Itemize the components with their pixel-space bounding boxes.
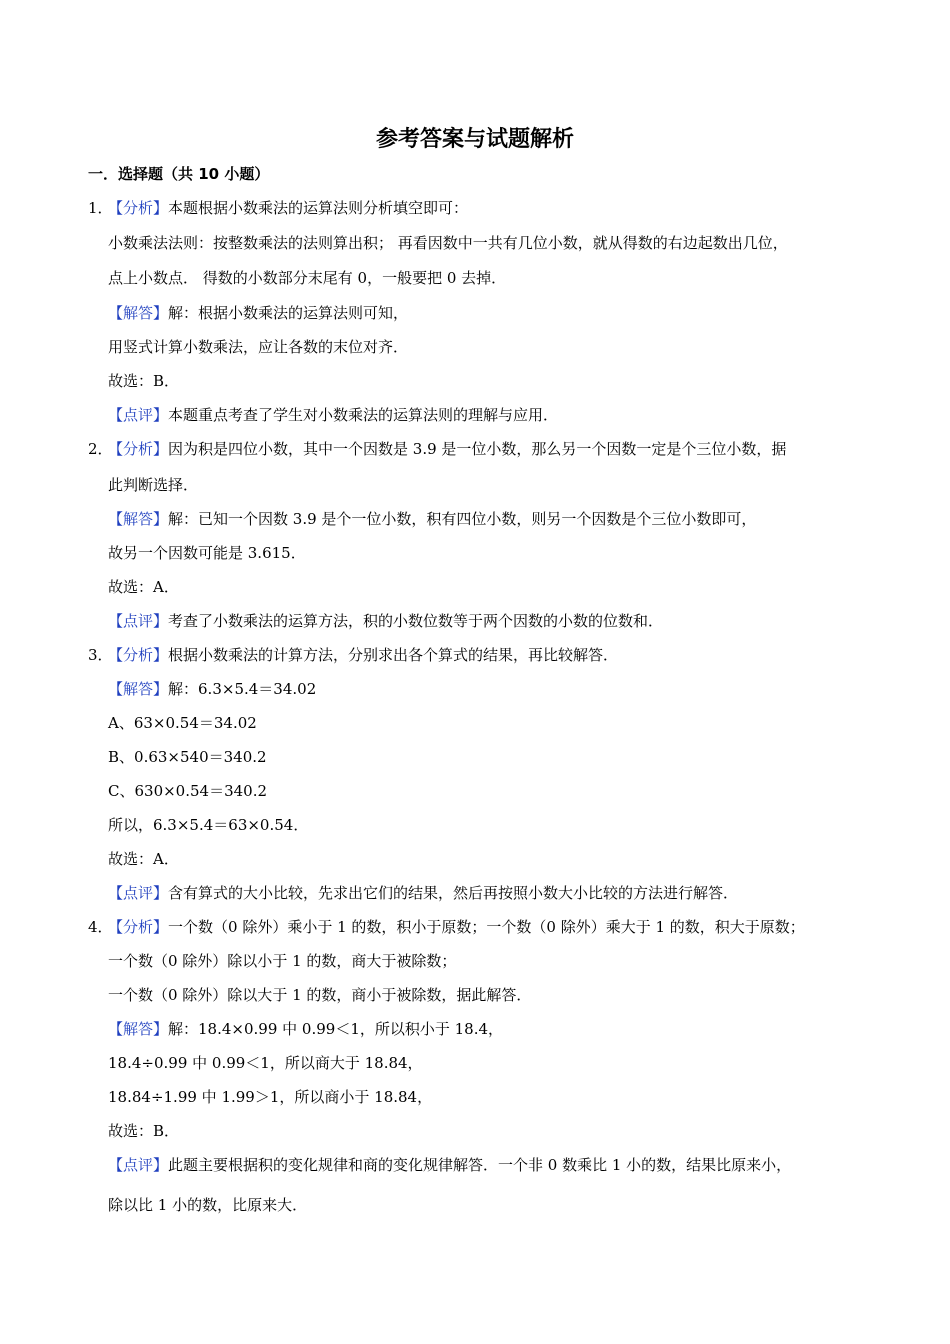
q2-solution-line: 故另一个因数可能是 3.615． (108, 544, 306, 562)
q3-option-b: B、0.63×540＝340.2 (108, 748, 267, 766)
analysis-tag: 【分析】 (108, 918, 169, 936)
q3-option-a: A、63×0.54＝34.02 (108, 714, 257, 732)
q3-answer: 故选：A． (108, 850, 179, 868)
q1-answer: 故选：B． (108, 372, 180, 390)
comment-tag: 【点评】 (108, 406, 169, 424)
q1-solution: 【解答】解：根据小数乘法的运算法则可知， (108, 304, 409, 322)
q1-analysis-line: 点上小数点． 得数的小数部分末尾有 0，一般要把 0 去掉． (108, 269, 507, 287)
q3-conclusion: 所以，6.3×5.4＝63×0.54． (108, 816, 309, 834)
q2-answer: 故选：A． (108, 578, 179, 596)
comment-tag: 【点评】 (108, 612, 169, 630)
q1-number: 1． (88, 199, 113, 217)
q2-solution: 【解答】解：已知一个因数 3.9 是个一位小数，积有四位小数，则另一个因数是个三位小数即可， (108, 510, 757, 528)
q3-comment: 【点评】含有算式的大小比较，先求出它们的结果，然后再按照小数大小比较的方法进行解答． (108, 884, 739, 902)
solution-tag: 【解答】 (108, 510, 169, 528)
section-heading: 一．选择题（共 10 小题） (88, 165, 270, 183)
q4-analysis-line: 一个数（0 除外）除以小于 1 的数，商大于被除数； (108, 952, 457, 970)
comment-tag: 【点评】 (108, 884, 169, 902)
q4-comment-line: 除以比 1 小的数，比原来大． (108, 1196, 308, 1214)
q3-solution: 【解答】解：6.3×5.4＝34.02 (108, 680, 317, 698)
q4-comment: 【点评】此题主要根据积的变化规律和商的变化规律解答．一个非 0 数乘比 1 小的数，结果比原来小， (108, 1156, 792, 1174)
solution-tag: 【解答】 (108, 1020, 169, 1038)
q2-number: 2． (88, 440, 113, 458)
analysis-tag: 【分析】 (108, 646, 169, 664)
q4-analysis: 4．【分析】一个数（0 除外）乘小于 1 的数，积小于原数；一个数（0 除外）乘大于 1 的数，积大于原数； (88, 918, 805, 936)
q3-number: 3． (88, 646, 113, 664)
q4-solution-line: 18.4÷0.99 中 0.99＜1，所以商大于 18.84， (108, 1054, 423, 1072)
q2-analysis: 2．【分析】因为积是四位小数，其中一个因数是 3.9 是一位小数，那么另一个因数一定是个三位小数，据 (88, 440, 787, 458)
q1-solution-line: 用竖式计算小数乘法，应让各数的末位对齐． (108, 338, 409, 356)
q4-solution: 【解答】解：18.4×0.99 中 0.99＜1，所以积小于 18.4， (108, 1020, 504, 1038)
q4-analysis-line: 一个数（0 除外）除以大于 1 的数，商小于被除数，据此解答． (108, 986, 532, 1004)
q4-answer: 故选：B． (108, 1122, 180, 1140)
analysis-tag: 【分析】 (108, 440, 169, 458)
solution-tag: 【解答】 (108, 304, 169, 322)
page-title: 参考答案与试题解析 (375, 127, 574, 152)
q4-number: 4． (88, 918, 113, 936)
comment-tag: 【点评】 (108, 1156, 169, 1174)
q2-analysis-line: 此判断选择． (108, 476, 199, 494)
q2-comment: 【点评】考查了小数乘法的运算方法，积的小数位数等于两个因数的小数的位数和． (108, 612, 664, 630)
q3-analysis: 3．【分析】根据小数乘法的计算方法，分别求出各个算式的结果，再比较解答． (88, 646, 619, 664)
q3-option-c: C、630×0.54＝340.2 (108, 782, 268, 800)
analysis-tag: 【分析】 (108, 199, 169, 217)
q4-solution-line: 18.84÷1.99 中 1.99＞1，所以商小于 18.84， (108, 1088, 433, 1106)
q1-analysis-line: 小数乘法法则：按整数乘法的法则算出积； 再看因数中一共有几位小数，就从得数的右边起数出几位， (108, 234, 788, 252)
solution-tag: 【解答】 (108, 680, 169, 698)
q1-comment: 【点评】本题重点考查了学生对小数乘法的运算法则的理解与应用． (108, 406, 559, 424)
q1-analysis: 1．【分析】本题根据小数乘法的运算法则分析填空即可： (88, 199, 469, 217)
